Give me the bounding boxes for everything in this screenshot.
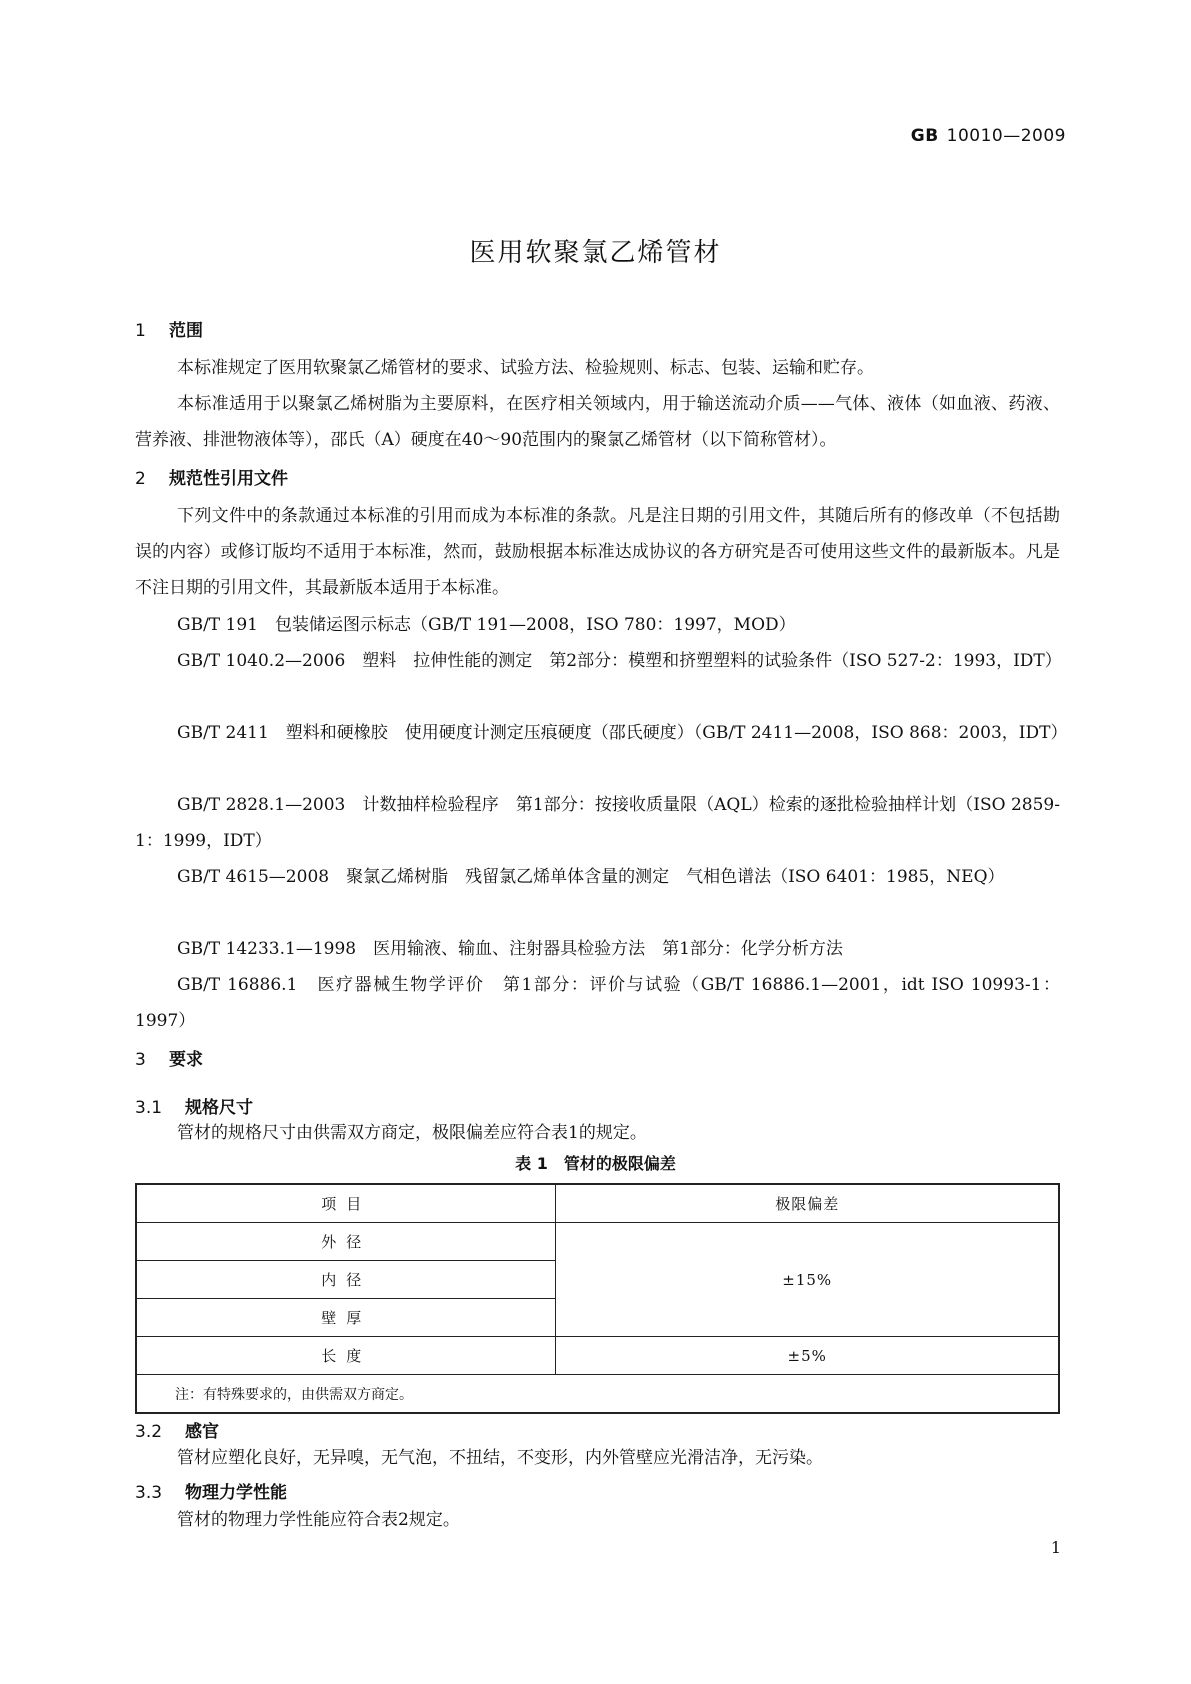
reference-item: GB/T 14233.1—1998 医用输液、输血、注射器具检验方法 第1部分：化学分析方法 — [177, 939, 843, 959]
section-3-1-heading: 3.1 规格尺寸 — [135, 1098, 253, 1118]
section-3-3-paragraph: 管材的物理力学性能应符合表2规定。 — [177, 1510, 460, 1530]
standard-number: 10010—2009 — [946, 126, 1066, 146]
table-note: 注：有特殊要求的，由供需双方商定。 — [136, 1375, 1059, 1414]
section-3-2-heading: 3.2 感官 — [135, 1422, 219, 1442]
column-header-item: 项目 — [136, 1184, 556, 1223]
reference-item: GB/T 16886.1 医疗器械生物学评价 第1部分：评价与试验（GB/T 16886.1—2001，idt ISO 10993-1：1997） — [135, 975, 1060, 1031]
table-note-row — [136, 1375, 1059, 1414]
standard-code — [911, 126, 1066, 146]
section-2-heading: 2 规范性引用文件 — [135, 469, 288, 489]
section-3-1-paragraph: 管材的规格尺寸由供需双方商定，极限偏差应符合表1的规定。 — [177, 1123, 647, 1143]
reference-item: GB/T 2828.1—2003 计数抽样检验程序 第1部分：按接收质量限（AQL）检索的逐批检验抽样计划（ISO 2859-1：1999，IDT） — [135, 795, 1060, 851]
row-label: 外径 — [136, 1223, 556, 1261]
reference-item: GB/T 4615—2008 聚氯乙烯树脂 残留氯乙烯单体含量的测定 气相色谱法（ISO 6401：1985，NEQ） — [177, 867, 1005, 887]
column-header-tolerance: 极限偏差 — [556, 1184, 1059, 1223]
reference-item: GB/T 2411 塑料和硬橡胶 使用硬度计测定压痕硬度（邵氏硬度）（GB/T 2411—2008，ISO 868：2003，IDT） — [177, 723, 1068, 743]
table-row — [136, 1337, 1059, 1375]
section-1-heading: 1 范围 — [135, 321, 203, 341]
tolerance-table — [135, 1183, 1060, 1414]
row-label: 壁厚 — [136, 1299, 556, 1337]
reference-item: GB/T 191 包装储运图示标志（GB/T 191—2008，ISO 780：1997，MOD） — [177, 615, 796, 635]
section-3-heading: 3 要求 — [135, 1050, 203, 1070]
section-1-paragraph-1: 本标准规定了医用软聚氯乙烯管材的要求、试验方法、检验规则、标志、包装、运输和贮存。 — [177, 358, 874, 378]
section-3-3-heading: 3.3 物理力学性能 — [135, 1483, 287, 1503]
document-title: 医用软聚氯乙烯管材 — [469, 238, 722, 268]
tolerance-value: ±15% — [556, 1223, 1059, 1337]
tolerance-value: ±5% — [556, 1337, 1059, 1375]
table-1-caption: 表 1 管材的极限偏差 — [515, 1154, 676, 1173]
table-row — [136, 1223, 1059, 1261]
page-number: 1 — [1050, 1538, 1061, 1557]
reference-item: GB/T 1040.2—2006 塑料 拉伸性能的测定 第2部分：模塑和挤塑塑料的试验条件（ISO 527-2：1993，IDT） — [177, 651, 1062, 671]
section-2-paragraph: 下列文件中的条款通过本标准的引用而成为本标准的条款。凡是注日期的引用文件，其随后所有的修改单（不包括勘误的内容）或修订版均不适用于本标准，然而，鼓励根据本标准达成协议的各方研究是否可使用这些文件的最新版本。凡是不注日期的引用文件，其最新版本适用于本标准。 — [135, 506, 1060, 598]
section-3-2-paragraph: 管材应塑化良好，无异嗅，无气泡，不扭结，不变形，内外管壁应光滑洁净，无污染。 — [177, 1448, 823, 1468]
section-1-paragraph-2: 本标准适用于以聚氯乙烯树脂为主要原料，在医疗相关领域内，用于输送流动介质——气体、液体（如血液、药液、营养液、排泄物液体等），邵氏（A）硬度在40～90范围内的聚氯乙烯管材（以下简称管材）。 — [135, 394, 1060, 450]
table-header-row — [136, 1184, 1059, 1223]
row-label: 长度 — [136, 1337, 556, 1375]
row-label: 内径 — [136, 1261, 556, 1299]
standard-prefix: GB — [910, 126, 939, 146]
